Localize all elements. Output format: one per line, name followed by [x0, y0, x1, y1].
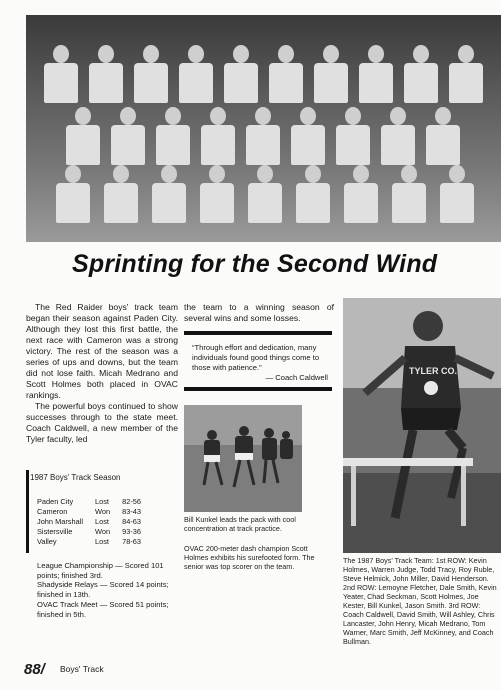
- athlete-jersey: [248, 183, 282, 223]
- athlete-head: [143, 45, 159, 63]
- season-opponent: Cameron: [37, 507, 68, 516]
- athlete-jersey: [336, 125, 370, 165]
- athlete-head: [188, 45, 204, 63]
- athlete-head: [278, 45, 294, 63]
- hurdler-photo: [343, 298, 501, 553]
- athlete-head: [353, 165, 369, 183]
- athlete-jersey: [156, 125, 190, 165]
- athlete-head: [210, 107, 226, 125]
- athlete-head: [165, 107, 181, 125]
- athlete-head: [345, 107, 361, 125]
- athlete-head: [53, 45, 69, 63]
- body-paragraph-3: the team to a winning season of several wins and some losses.: [184, 302, 334, 323]
- season-score: 83-43: [122, 507, 141, 516]
- season-row: [37, 507, 153, 517]
- athlete-head: [120, 107, 136, 125]
- athlete-jersey: [152, 183, 186, 223]
- body-column-2: [184, 302, 334, 324]
- season-score: 78-63: [122, 537, 141, 546]
- season-opponent: Valley: [37, 537, 57, 546]
- athlete-jersey: [111, 125, 145, 165]
- season-notes: [37, 561, 183, 619]
- athlete-jersey: [296, 183, 330, 223]
- team-photo: [26, 15, 501, 242]
- athlete-head: [209, 165, 225, 183]
- season-result: Won: [95, 527, 111, 536]
- body-paragraph-1: The Red Raider boys' track team began their season against Paden City. Although they lost this first battle, the next race with Cameron was a strong victory. The rest of the season was a series of ups and downs, but the team did not lose faith. Micah Medrano and Scott Holmes both placed in OVAC rankings.: [26, 302, 178, 400]
- athlete-head: [323, 45, 339, 63]
- athlete-head: [413, 45, 429, 63]
- runners-caption: Bill Kunkel leads the pack with cool concentration at track practice.: [184, 515, 296, 533]
- athlete-head: [390, 107, 406, 125]
- athlete-head: [435, 107, 451, 125]
- athlete-jersey: [66, 125, 100, 165]
- athlete-head: [113, 165, 129, 183]
- athlete-head: [65, 165, 81, 183]
- athlete-jersey: [201, 125, 235, 165]
- team-caption: The 1987 Boys' Track Team: 1st ROW: Kevin Holmes, Warren Judge, Todd Tracy, Roy Ruble, Steve Helmick, John Miller, David Henderson. 2nd ROW: Lemoyne Fletcher, Dale Smith, Kevin Yeater, Chad Seckman, Scott Holmes, Joe Kester, Bill Kunkel, Jason Smith. 3rd ROW: Coach Caldwell, David Smith, Will Ashley, Chris Lancaster, John Henry, Micah Medrano, Tom Warner, Marc Smith, Jeff McKinney, and Coach Bullman.: [343, 556, 497, 646]
- athlete-jersey: [314, 63, 348, 103]
- athlete-jersey: [404, 63, 438, 103]
- athlete-jersey: [449, 63, 483, 103]
- athlete-head: [368, 45, 384, 63]
- season-opponent: John Marshall: [37, 517, 84, 526]
- athlete-jersey: [440, 183, 474, 223]
- season-row: [37, 517, 153, 527]
- athlete-head: [98, 45, 114, 63]
- quote-text: “Through effort and dedication, many individuals found good things come to those with patience.”: [192, 343, 320, 372]
- season-result: Lost: [95, 497, 109, 506]
- season-results-table: [37, 497, 153, 547]
- season-opponent: Paden City: [37, 497, 74, 506]
- athlete-jersey: [56, 183, 90, 223]
- season-title: 1987 Boys' Track Season: [30, 473, 121, 482]
- athlete-jersey: [426, 125, 460, 165]
- athlete-head: [257, 165, 273, 183]
- athlete-head: [233, 45, 249, 63]
- athlete-jersey: [381, 125, 415, 165]
- athlete-jersey: [246, 125, 280, 165]
- ovac-caption: OVAC 200-meter dash champion Scott Holmes exhibits his surefooted form. The senior was top scorer on the team.: [184, 544, 315, 571]
- athlete-head: [305, 165, 321, 183]
- athlete-head: [401, 165, 417, 183]
- athlete-head: [449, 165, 465, 183]
- hurdler-jersey-text: TYLER CO.: [409, 366, 458, 376]
- season-note: League Championship — Scored 101 points; finished 3rd.: [37, 561, 164, 580]
- section-label: Boys' Track: [60, 664, 104, 674]
- athlete-head: [458, 45, 474, 63]
- athlete-head: [75, 107, 91, 125]
- pull-quote: [184, 331, 332, 391]
- page-headline: Sprinting for the Second Wind: [72, 250, 438, 278]
- athlete-head: [161, 165, 177, 183]
- season-row: [37, 527, 153, 537]
- athlete-jersey: [291, 125, 325, 165]
- runners-illustration: [184, 405, 302, 512]
- season-score: 84-63: [122, 517, 141, 526]
- athlete-head: [255, 107, 271, 125]
- athlete-jersey: [344, 183, 378, 223]
- hurdler-illustration: [343, 298, 501, 553]
- athlete-jersey: [89, 63, 123, 103]
- athlete-jersey: [104, 183, 138, 223]
- season-row: [37, 497, 153, 507]
- athlete-jersey: [269, 63, 303, 103]
- athlete-jersey: [44, 63, 78, 103]
- season-note: Shadyside Relays — Scored 14 points; finished in 13th.: [37, 580, 169, 600]
- season-result: Won: [95, 507, 111, 516]
- athlete-jersey: [224, 63, 258, 103]
- athlete-jersey: [359, 63, 393, 103]
- runners-photo: [184, 405, 302, 512]
- quote-attribution: — Coach Caldwell: [265, 373, 328, 382]
- season-score: 82-56: [122, 497, 141, 506]
- season-note: OVAC Track Meet — Scored 51 points; finished in 5th.: [37, 599, 169, 619]
- season-score: 93-36: [122, 527, 141, 536]
- athlete-head: [300, 107, 316, 125]
- season-opponent: Sistersville: [37, 527, 73, 536]
- athlete-jersey: [134, 63, 168, 103]
- season-row: [37, 537, 153, 547]
- body-paragraph-2: The powerful boys continued to show successes through to the state meet. Coach Caldwell, a new member of the Tyler faculty, led: [26, 401, 178, 444]
- page-number: 88/: [24, 661, 45, 678]
- body-column-1: [26, 302, 178, 445]
- season-result: Lost: [95, 537, 109, 546]
- athlete-jersey: [392, 183, 426, 223]
- athlete-jersey: [179, 63, 213, 103]
- athlete-jersey: [200, 183, 234, 223]
- season-result: Lost: [95, 517, 109, 526]
